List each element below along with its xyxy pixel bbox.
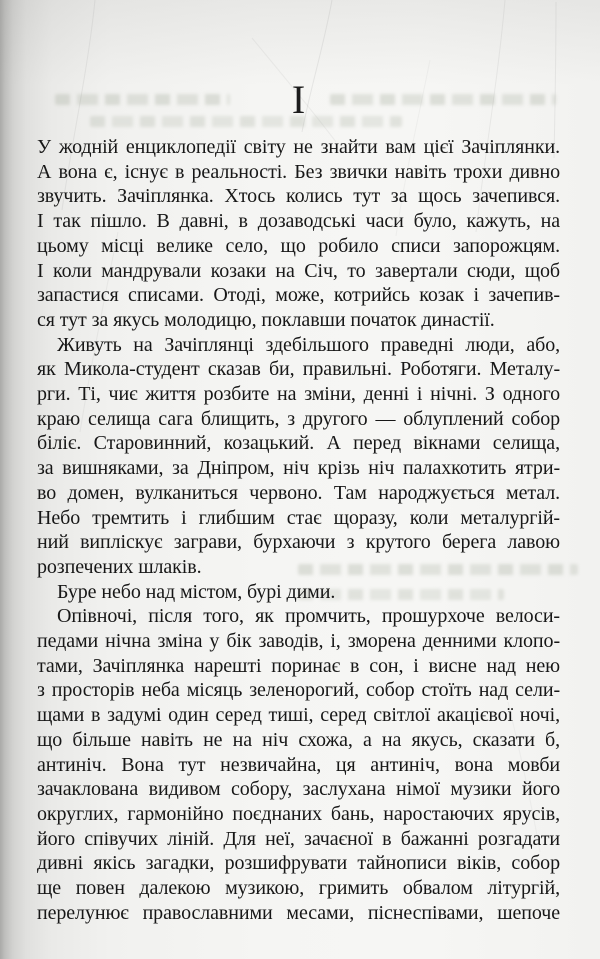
text-line: ся тут за якусь молодицю, поклавши початок династії. [37, 308, 495, 331]
text-line: Небо тремтить і глибшим стає щоразу, коли металургій- [37, 506, 560, 529]
text-line: А вона є, існує в реальності. Без звички навіть трохи дивно [37, 160, 560, 183]
text-line: з просторів неба місяць зеленорогий, собор стоїть над сели- [37, 679, 560, 702]
text-line: Буре небо над містом, бурі дими. [57, 580, 336, 603]
chapter-heading: I [291, 77, 306, 122]
text-line: що більше навіть не на ніч схожа, а на якусь, сказати б, [37, 728, 560, 751]
text-line: за вишняками, за Дніпром, ніч крізь ніч палахкотить ятри- [37, 457, 560, 480]
text-line: перелунює православними месами, піснеспівами, шепоче [37, 901, 560, 924]
text-line: І коли мандрували козаки на Січ, то завертали сюди, щоб [37, 259, 560, 282]
text-line: рги. Ті, чиє життя розбите на зміни, денні і нічні. З одного [37, 383, 560, 406]
text-line: краю селища сага блищить, з другого — облуплений собор [37, 407, 560, 430]
text-line: Живуть на Зачіплянці здебільшого праведні люди, або, [57, 333, 560, 356]
body-text [37, 135, 560, 926]
text-line: його співучих ліній. Для неї, зачаєної в бажанні розгадати [37, 827, 560, 850]
text-line: І так пішло. В давні, в дозаводські часи було, кажуть, на [37, 210, 560, 233]
text-line: У жодній енциклопедії світу не знайти вам цієї Зачіплянки. [37, 136, 560, 158]
text-line: щами в задумі один серед тиші, серед світлої акацієвої ночі, [37, 704, 560, 727]
text-line: дивні якісь загадки, розшифрувати тайнописи віків, собор [37, 852, 560, 875]
text-line: зачаклована видивом собору, заслухана німої музики його [37, 778, 560, 801]
text-line: біліє. Старовинний, козацький. А перед вікнами селища, [37, 432, 560, 455]
text-line: антиніч. Вона тут незвичайна, ця антиніч, вона мовби [37, 753, 560, 776]
text-line: во домен, вулканиться червоно. Там народжується метал. [37, 481, 560, 504]
text-line: запастися списами. Отоді, може, котрийсь козак і зачепив- [37, 284, 560, 307]
text-line: розпечених шлаків. [37, 555, 202, 578]
text-line: як Микола-студент сказав би, правильні. Роботяги. Металу- [37, 358, 560, 381]
text-line: цьому місці велике село, що робило списи запорожцям. [37, 234, 560, 257]
text-line: звучить. Зачіплянка. Хтось колись тут за щось зачепився. [37, 185, 560, 208]
text-line: тами, Зачіплянка нарешті поринає в сон, і висне над нею [37, 654, 560, 677]
text-line: Опівночі, після того, як промчить, прошурхоче велоси- [57, 605, 560, 628]
text-line: ний випліскує заграви, бурхаючи з крутого берега лавою [37, 531, 560, 554]
text-line: ще повен далекою музикою, гримить обвалом літургій, [37, 877, 560, 900]
text-line: педами нічна зміна у бік заводів, і, зморена денними клопо- [37, 630, 560, 653]
text-line: округлих, гармонійно поєднаних бань, наростаючих ярусів, [37, 802, 560, 825]
